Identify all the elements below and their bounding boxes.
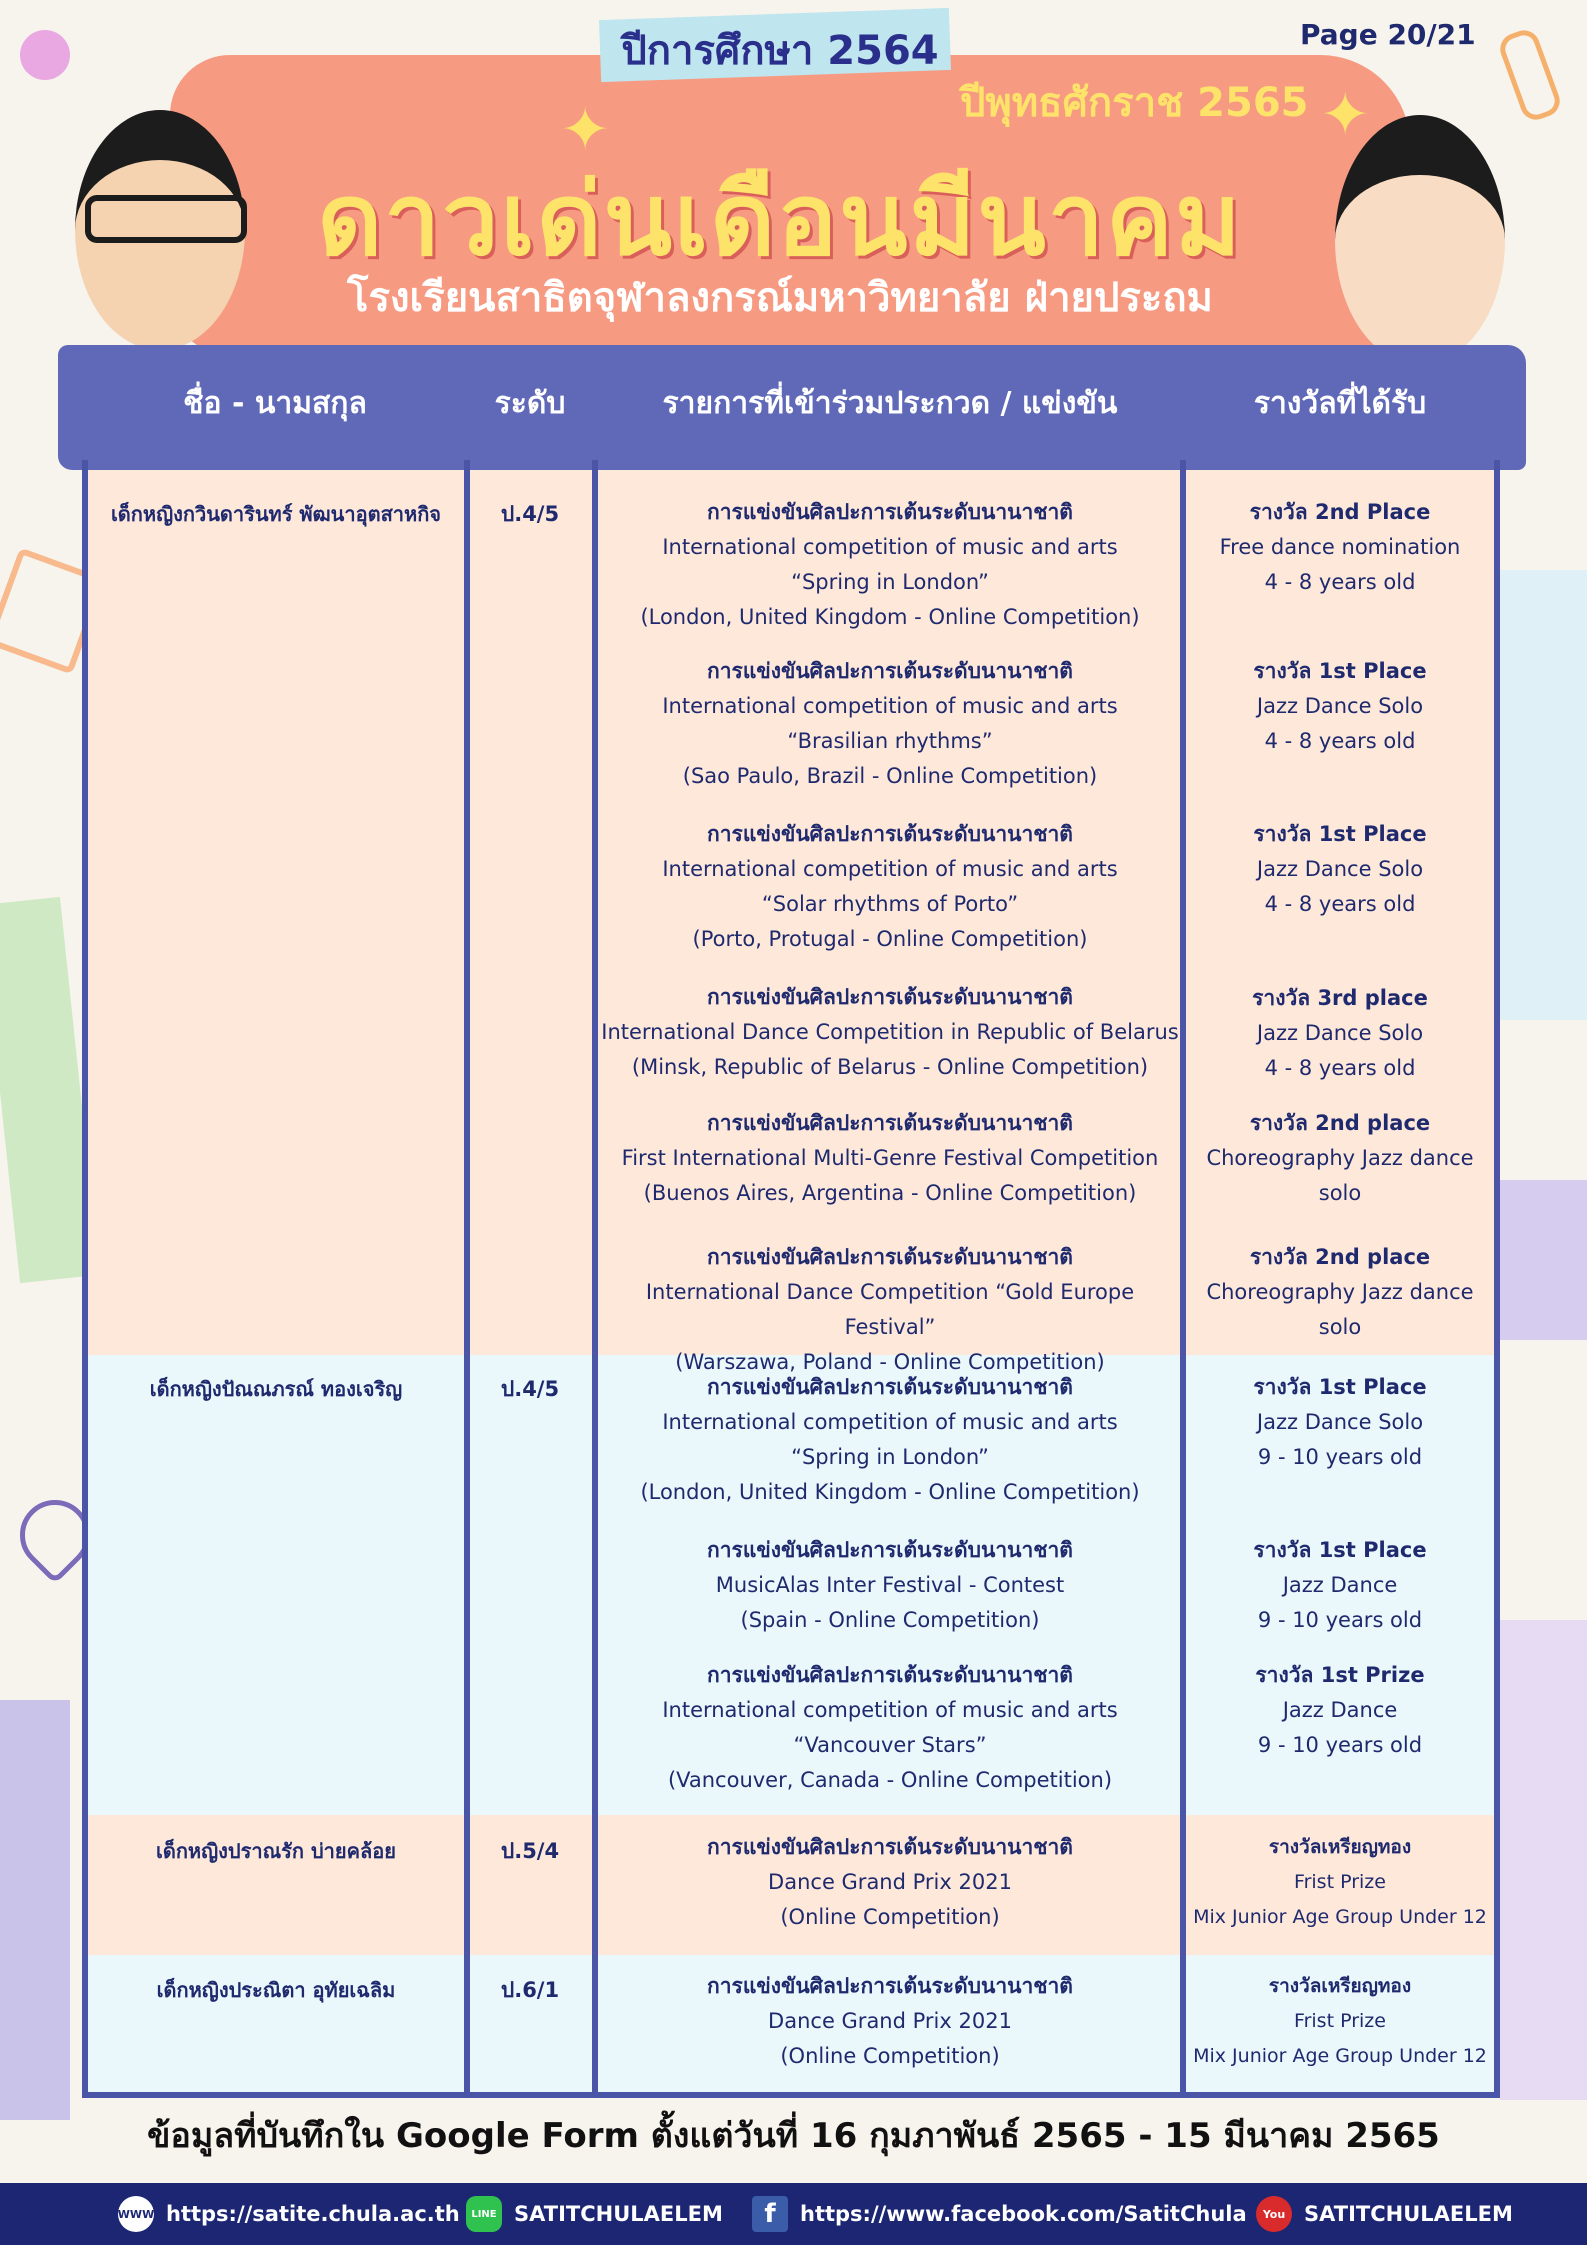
decor-pencil-right bbox=[1500, 1620, 1587, 2100]
award-entry: รางวัลเหรียญทอง Frist Prize Mix Junior Age Group Under 12 bbox=[1193, 1836, 1487, 1928]
website-link[interactable] bbox=[118, 2196, 460, 2232]
table-border-bottom bbox=[84, 2092, 1498, 2098]
table-border-right bbox=[1494, 460, 1500, 2098]
competition-entry: การแข่งขันศิลปะการเต้นระดับนานาชาติ International competition of music and arts “Brasilian rhythms” (Sao Paulo, Brazil - Online Competition) bbox=[662, 659, 1118, 788]
academic-year: ปีการศึกษา 2564 bbox=[621, 28, 939, 74]
decor-star-right bbox=[1500, 1180, 1587, 1340]
award-entry: รางวัลเหรียญทอง Frist Prize Mix Junior Age Group Under 12 bbox=[1193, 1975, 1487, 2067]
data-note: ข้อมูลที่บันทึกใน Google Form ตั้งแต่วันที่ 16 กุมภาพันธ์ 2565 - 15 มีนาคม 2565 bbox=[147, 2116, 1440, 2156]
student-level: ป.4/5 bbox=[500, 502, 560, 526]
website-url[interactable]: https://satite.chula.ac.th bbox=[166, 2202, 460, 2226]
globe-icon: WWW bbox=[118, 2196, 154, 2232]
column-header-award: รางวัลที่ได้รับ bbox=[1253, 386, 1427, 421]
award-entry: รางวัล 1st Place Jazz Dance Solo 4 - 8 years old bbox=[1253, 659, 1427, 753]
page-number: Page 20/21 bbox=[1300, 18, 1476, 51]
student-level: ป.6/1 bbox=[500, 1978, 560, 2002]
decor-paper-right bbox=[1500, 570, 1587, 1020]
award-entry: รางวัล 3rd place Jazz Dance Solo 4 - 8 years old bbox=[1252, 986, 1428, 1080]
award-entry: รางวัล 2nd Place Free dance nomination 4 - 8 years old bbox=[1219, 500, 1461, 594]
student-name: เด็กหญิงประณิตา อุทัยเฉลิม bbox=[156, 1978, 396, 2002]
award-entry: รางวัล 2nd place Choreography Jazz dance solo bbox=[1206, 1111, 1474, 1205]
youtube-icon: You bbox=[1256, 2196, 1292, 2232]
competition-entry: การแข่งขันศิลปะการเต้นระดับนานาชาติ First International Multi-Genre Festival Competition (Buenos Aires, Argentina - Online Competition) bbox=[621, 1111, 1159, 1205]
student-name: เด็กหญิงปราณรัก บ่ายคล้อย bbox=[156, 1839, 396, 1863]
column-divider-2 bbox=[592, 460, 598, 2098]
youtube-channel[interactable]: SATITCHULAELEM bbox=[1304, 2202, 1513, 2226]
student-level: ป.5/4 bbox=[500, 1839, 560, 1863]
column-header-name: ชื่อ - นามสกุล bbox=[183, 386, 367, 421]
page-title: ดาวเด่นเดือนมีนาคม bbox=[317, 161, 1243, 278]
boy-glasses bbox=[85, 195, 247, 243]
school-name: โรงเรียนสาธิตจุฬาลงกรณ์มหาวิทยาลัย ฝ่ายประถม bbox=[347, 275, 1213, 321]
student-name: เด็กหญิงกวินดารินทร์ พัฒนาอุตสาหกิจ bbox=[110, 502, 442, 526]
facebook-link[interactable] bbox=[752, 2196, 1247, 2232]
competition-entry: การแข่งขันศิลปะการเต้นระดับนานาชาติ International Dance Competition in Republic of Belarus (Minsk, Republic of Belarus - Online Competition) bbox=[601, 985, 1179, 1079]
column-header-competition: รายการที่เข้าร่วมประกวด / แข่งขัน bbox=[662, 386, 1118, 421]
decor-pencil-left bbox=[0, 1700, 70, 2120]
award-entry: รางวัล 1st Place Jazz Dance 9 - 10 years old bbox=[1253, 1538, 1427, 1632]
sparkle-star-icon: ✦ bbox=[560, 95, 611, 165]
paperclip-icon bbox=[1496, 26, 1564, 124]
competition-entry: การแข่งขันศิลปะการเต้นระดับนานาชาติ International Dance Competition “Gold Europe Festival” (Warszawa, Poland - Online Competition) bbox=[645, 1245, 1135, 1374]
competition-entry: การแข่งขันศิลปะการเต้นระดับนานาชาติ International competition of music and arts “Spring in London” (London, United Kingdom - Online Competition) bbox=[640, 1375, 1140, 1504]
award-entry: รางวัล 1st Prize Jazz Dance 9 - 10 years old bbox=[1255, 1663, 1425, 1757]
facebook-url[interactable]: https://www.facebook.com/SatitChula bbox=[800, 2202, 1247, 2226]
line-icon: LINE bbox=[466, 2196, 502, 2232]
award-entry: รางวัล 1st Place Jazz Dance Solo 9 - 10 years old bbox=[1253, 1375, 1427, 1469]
student-level: ป.4/5 bbox=[500, 1377, 560, 1401]
line-link[interactable] bbox=[466, 2196, 723, 2232]
sparkle-star-icon-2: ✦ bbox=[1320, 80, 1371, 150]
facebook-icon: f bbox=[752, 2196, 788, 2232]
youtube-link[interactable] bbox=[1256, 2196, 1513, 2232]
pushpin-icon bbox=[20, 30, 70, 80]
award-entry: รางวัล 1st Place Jazz Dance Solo 4 - 8 years old bbox=[1253, 822, 1427, 916]
student-name: เด็กหญิงปัณณภรณ์ ทองเจริญ bbox=[149, 1377, 403, 1401]
table-border-left bbox=[82, 460, 88, 2098]
competition-entry: การแข่งขันศิลปะการเต้นระดับนานาชาติ International competition of music and arts “Spring in London” (London, United Kingdom - Online Competition) bbox=[640, 500, 1140, 629]
competition-entry: การแข่งขันศิลปะการเต้นระดับนานาชาติ MusicAlas Inter Festival - Contest (Spain - Online Competition) bbox=[707, 1538, 1073, 1632]
line-id[interactable]: SATITCHULAELEM bbox=[514, 2202, 723, 2226]
girl-character-illustration bbox=[1335, 115, 1505, 365]
competition-entry: การแข่งขันศิลปะการเต้นระดับนานาชาติ International competition of music and arts “Solar rhythms of Porto” (Porto, Protugal - Online Competition) bbox=[662, 822, 1118, 951]
competition-entry: การแข่งขันศิลปะการเต้นระดับนานาชาติ Dance Grand Prix 2021 (Online Competition) bbox=[707, 1835, 1073, 1929]
buddhist-year: ปีพุทธศักราช 2565 bbox=[960, 80, 1309, 126]
competition-entry: การแข่งขันศิลปะการเต้นระดับนานาชาติ Dance Grand Prix 2021 (Online Competition) bbox=[707, 1974, 1073, 2068]
competition-entry: การแข่งขันศิลปะการเต้นระดับนานาชาติ International competition of music and arts “Vancouver Stars” (Vancouver, Canada - Online Competition) bbox=[662, 1663, 1118, 1792]
column-header-level: ระดับ bbox=[494, 386, 566, 421]
award-entry: รางวัล 2nd place Choreography Jazz dance solo bbox=[1206, 1245, 1474, 1339]
